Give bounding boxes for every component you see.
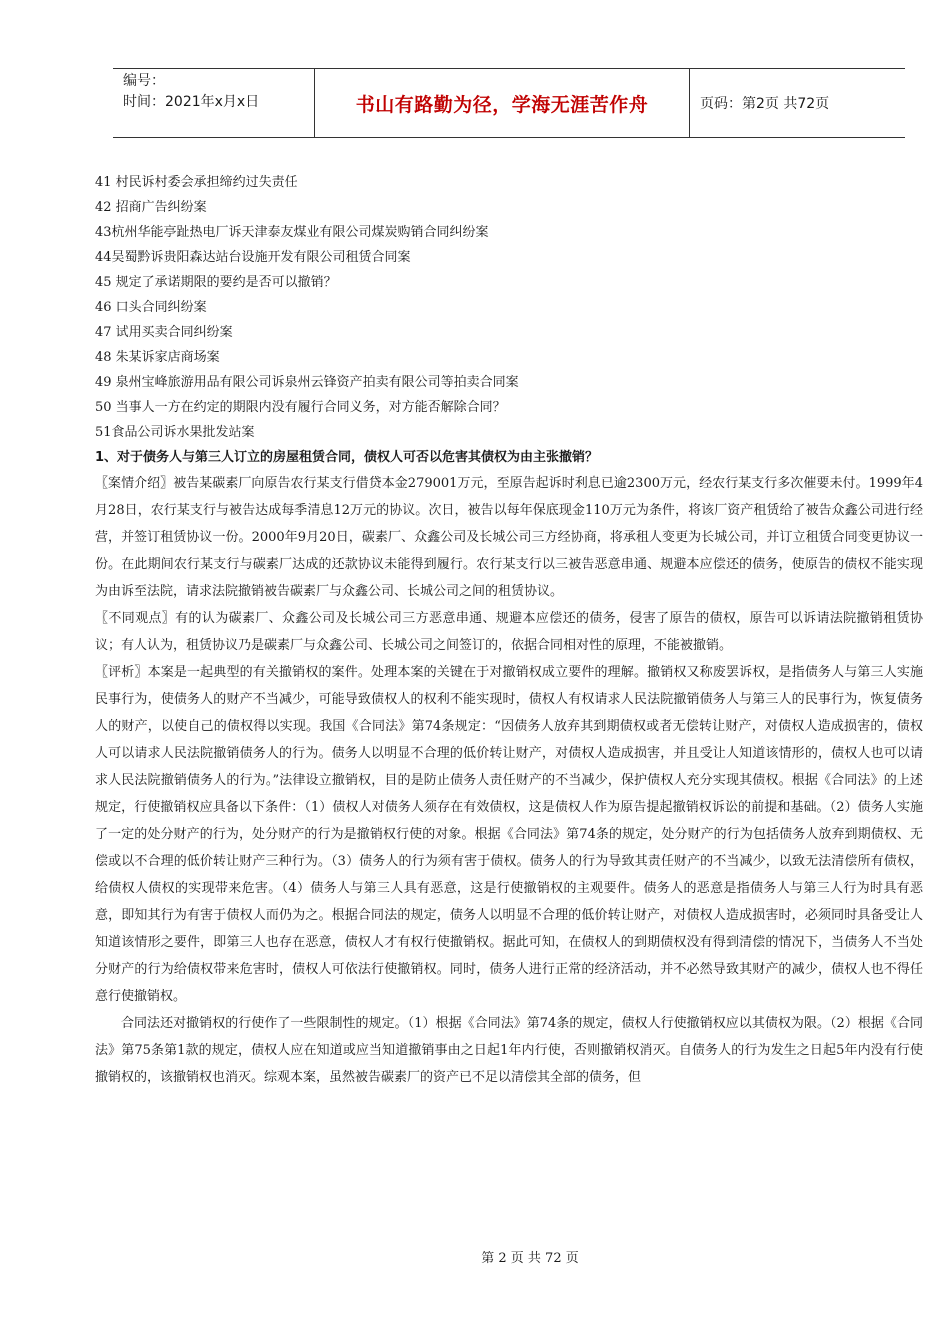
header-motto: 书山有路勤为径，学海无涯苦作舟 (355, 93, 649, 116)
header-motto-cell (315, 69, 690, 137)
toc-item: 48 朱某诉家店商场案 (95, 350, 220, 365)
toc-item: 45 规定了承诺期限的要约是否可以撤销？ (95, 275, 337, 290)
document-date: 时间：2021年x月x日 (123, 94, 260, 110)
page-footer: 第 2 页 共 72 页 (481, 1251, 579, 1266)
toc-item: 51食品公司诉水果批发站案 (95, 425, 255, 440)
case-intro-paragraph: 〖案情介绍〗被告某碳素厂向原告农行某支行借贷本金279001万元，至原告起诉时利息已逾2300万元，经农行某支行多次催要未付。1999年4月28日，农行某支行与被告达成每季清息12万元的协议。次日，被告以每年保底现金110万元为条件，将该厂资产租赁给了被告众鑫公司进行经营，并签订租赁协议一份。2000年9月20日，碳素厂、众鑫公司及长城公司三方经协商，将承租人变更为长城公司，并订立租赁合同变更协议一份。在此期间农行某支行与碳素厂达成的还款协议未能得到履行。农行某支行以三被告恶意串通、规避本应偿还的债务，使原告的债权不能实现为由诉至法院，请求法院撤销被告碳素厂与众鑫公司、长城公司之间的租赁协议。 (95, 476, 923, 599)
toc-list (95, 170, 923, 445)
toc-item: 42 招商广告纠纷案 (95, 200, 207, 215)
header-page-number: 页码：第2页 共72页 (700, 96, 830, 112)
header-meta (113, 69, 315, 137)
toc-item: 46 口头合同纠纷案 (95, 300, 207, 315)
question-title: 1、对于债务人与第三人订立的房屋租赁合同，债权人可否以危害其债权为由主张撤销？ (95, 450, 599, 465)
toc-item: 47 试用买卖合同纠纷案 (95, 325, 233, 340)
toc-item: 44吴蜀黔诉贵阳森达站台设施开发有限公司租赁合同案 (95, 250, 411, 265)
toc-item: 41 村民诉村委会承担缔约过失责任 (95, 175, 298, 190)
page-header (113, 68, 905, 138)
different-views-paragraph: 〖不同观点〗有的认为碳素厂、众鑫公司及长城公司三方恶意串通、规避本应偿还的债务，侵害了原告的债权，原告可以诉请法院撤销租赁协议；有人认为，租赁协议乃是碳素厂与众鑫公司、长城公司之间签订的，依据合同相对性的原理，不能被撤销。 (95, 611, 923, 653)
toc-item: 49 泉州宝峰旅游用品有限公司诉泉州云锋资产拍卖有限公司等拍卖合同案 (95, 375, 519, 390)
document-number-label: 编号： (123, 73, 165, 89)
document-body (95, 170, 923, 1091)
limits-paragraph: 合同法还对撤销权的行使作了一些限制性的规定。（1）根据《合同法》第74条的规定，债权人行使撤销权应以其债权为限。（2）根据《合同法》第75条第1款的规定，债权人应在知道或应当知道撤销事由之日起1年内行使，否则撤销权消灭。自债务人的行为发生之日起5年内没有行使撤销权的，该撤销权也消灭。综观本案，虽然被告碳素厂的资产已不足以清偿其全部的债务，但 (95, 1016, 923, 1085)
toc-item: 43杭州华能亭趾热电厂诉天津泰友煤业有限公司煤炭购销合同纠纷案 (95, 225, 489, 240)
comment-paragraph: 〖评析〗本案是一起典型的有关撤销权的案件。处理本案的关键在于对撤销权成立要件的理解。撤销权又称废罢诉权，是指债务人与第三人实施民事行为，使债务人的财产不当减少，可能导致债权人的权利不能实现时，债权人有权请求人民法院撤销债务人与第三人的民事行为，恢复债务人的财产，以使自己的债权得以实现。我国《合同法》第74条规定：“因债务人放弃其到期债权或者无偿转让财产，对债权人造成损害的，债权人可以请求人民法院撤销债务人的行为。债务人以明显不合理的低价转让财产，对债权人造成损害，并且受让人知道该情形的，债权人也可以请求人民法院撤销债务人的行为。”法律设立撤销权，目的是防止债务人责任财产的不当减少，保护债权人充分实现其债权。根据《合同法》的上述规定，行使撤销权应具备以下条件：（1）债权人对债务人须存在有效债权，这是债权人作为原告提起撤销权诉讼的前提和基础。（2）债务人实施了一定的处分财产的行为，处分财产的行为是撤销权行使的对象。根据《合同法》第74条的规定，处分财产的行为包括债务人放弃到期债权、无偿或以不合理的低价转让财产三种行为。（3）债务人的行为须有害于债权。债务人的行为导致其责任财产的不当减少，以致无法清偿所有债权，给债权人债权的实现带来危害。（4）债务人与第三人具有恶意，这是行使撤销权的主观要件。债务人的恶意是指债务人与第三人行为时具有恶意，即知其行为有害于债权人而仍为之。根据合同法的规定，债务人以明显不合理的低价转让财产，对债权人造成损害时，必须同时具备受让人知道该情形之要件，即第三人也存在恶意，债权人才有权行使撤销权。据此可知，在债权人的到期债权没有得到清偿的情况下，当债务人不当处分财产的行为给债权带来危害时，债权人可依法行使撤销权。同时，债务人进行正常的经济活动，并不必然导致其财产的减少，债权人也不得任意行使撤销权。 (95, 665, 923, 1004)
toc-item: 50 当事人一方在约定的期限内没有履行合同义务，对方能否解除合同？ (95, 400, 506, 415)
